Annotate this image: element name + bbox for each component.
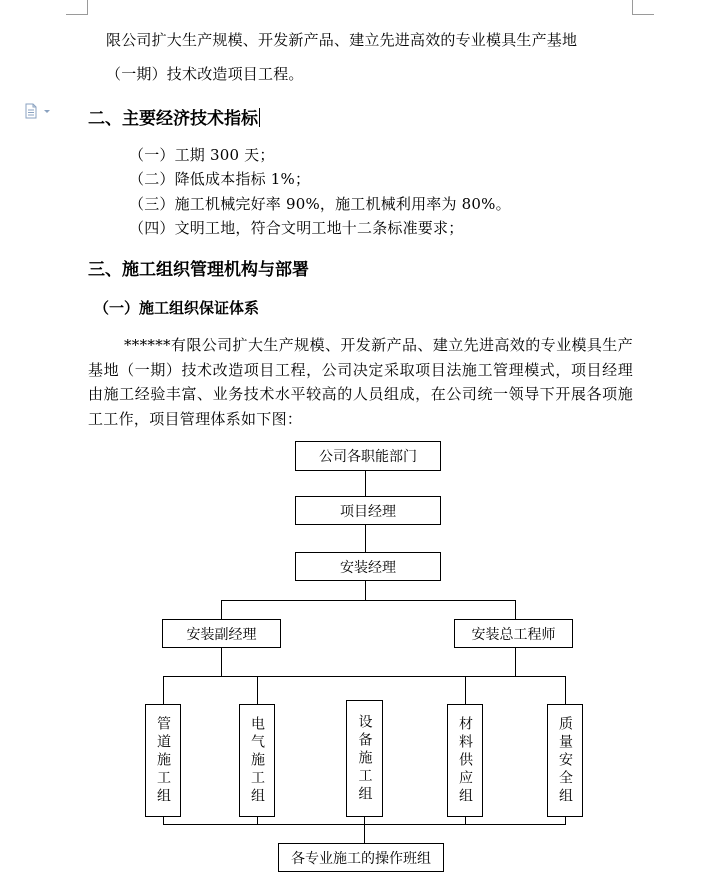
connector bbox=[565, 676, 566, 704]
connector bbox=[465, 676, 466, 704]
connector bbox=[365, 581, 366, 600]
section2-heading[interactable] bbox=[88, 104, 260, 129]
connector bbox=[163, 676, 566, 677]
section3-paragraph: ******有限公司扩大生产规模、开发新产品、建立先进高效的专业模具生产基地（一期）技术改造项目工程，公司决定采取项目法施工管理模式，项目经理由施工经验丰富、业务技术水平较高的人员组成，在公司统一领导下开展各项施工工作，项目管理体系如下图： bbox=[88, 336, 633, 428]
org-deputy-manager-box: 安装副经理 bbox=[162, 619, 281, 648]
connector bbox=[221, 600, 222, 619]
connector bbox=[565, 817, 566, 824]
connector bbox=[257, 817, 258, 824]
crop-mark-right-horizontal bbox=[632, 14, 654, 15]
intro-line-2: （一期）技术改造项目工程。 bbox=[106, 65, 304, 83]
connector bbox=[515, 648, 516, 676]
org-group-box: 质量安全组 bbox=[547, 704, 583, 817]
connector bbox=[364, 817, 365, 843]
connector bbox=[221, 648, 222, 676]
crop-mark-left-vertical bbox=[87, 0, 88, 14]
section3-heading: 三、施工组织管理机构与部署 bbox=[88, 260, 309, 280]
connector bbox=[221, 600, 515, 601]
section2-item-1: （一）工期 300 天； bbox=[129, 146, 275, 164]
org-group-box: 电气施工组 bbox=[239, 704, 275, 817]
paragraph-menu-icon[interactable] bbox=[24, 103, 52, 123]
crop-mark-right-vertical bbox=[632, 0, 633, 14]
connector bbox=[163, 676, 164, 704]
connector bbox=[515, 600, 516, 619]
section2-heading-text: 二、主要经济技术指标 bbox=[88, 109, 258, 129]
org-group-box: 设备施工组 bbox=[346, 700, 383, 817]
section2-item-2: （二）降低成本指标 1%； bbox=[129, 170, 311, 188]
section2-item-4: （四）文明工地，符合文明工地十二条标准要求； bbox=[129, 219, 464, 237]
connector bbox=[365, 525, 366, 552]
org-project-manager-box: 项目经理 bbox=[295, 496, 441, 525]
section3-subheading: （一）施工组织保证体系 bbox=[94, 299, 260, 317]
org-group-box: 管道施工组 bbox=[145, 704, 181, 817]
org-top-box: 公司各职能部门 bbox=[295, 441, 441, 471]
connector bbox=[163, 817, 164, 824]
connector bbox=[465, 817, 466, 824]
intro-line-1: 限公司扩大生产规模、开发新产品、建立先进高效的专业模具生产基地 bbox=[106, 31, 578, 49]
crop-mark-left-horizontal bbox=[66, 14, 88, 15]
text-cursor bbox=[259, 108, 260, 127]
org-install-manager-box: 安装经理 bbox=[295, 552, 441, 581]
connector bbox=[257, 676, 258, 704]
org-chief-engineer-box: 安装总工程师 bbox=[454, 619, 573, 648]
org-bottom-box: 各专业施工的操作班组 bbox=[278, 843, 444, 872]
connector bbox=[365, 471, 366, 496]
section2-item-3: （三）施工机械完好率 90%，施工机械利用率为 80%。 bbox=[129, 195, 511, 213]
org-group-box: 材料供应组 bbox=[447, 704, 483, 817]
